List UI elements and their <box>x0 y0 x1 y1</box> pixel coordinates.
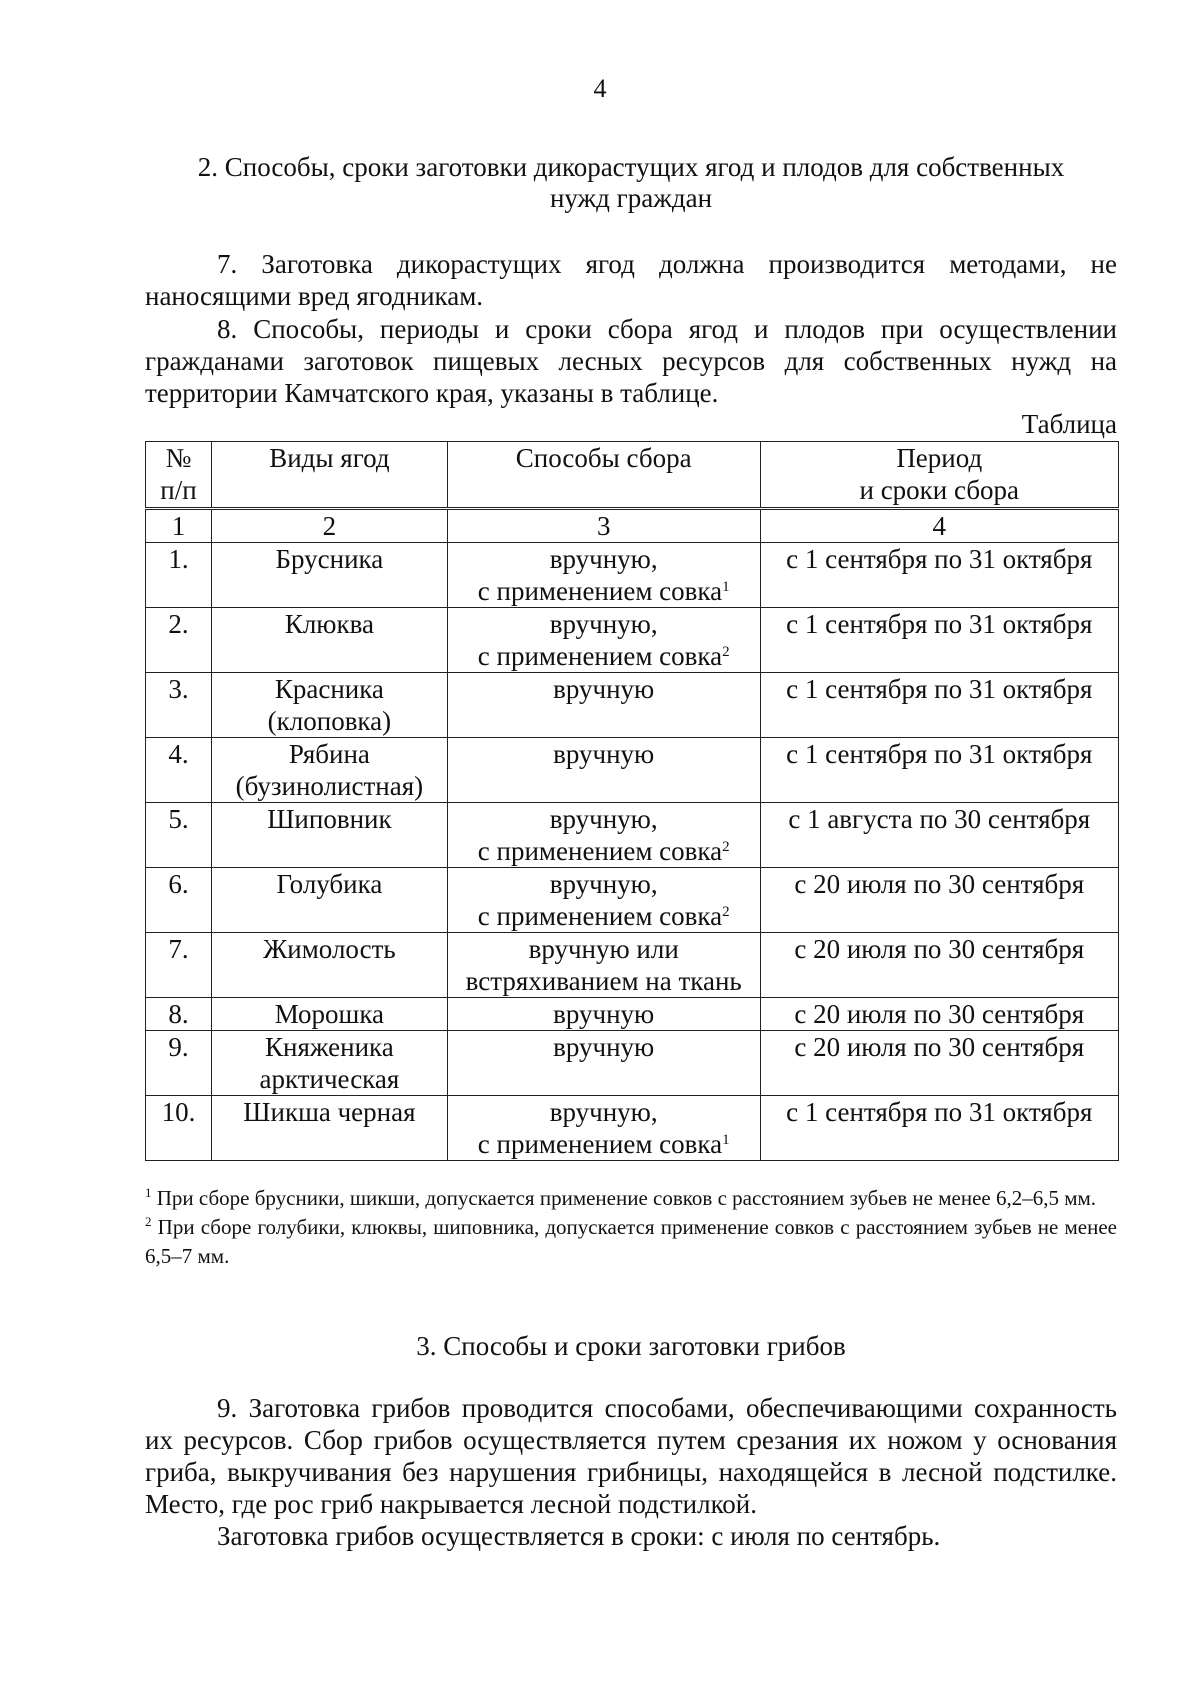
collection-period: с 1 сентября по 31 октября <box>760 608 1118 673</box>
paragraph-9 <box>145 1392 1117 1520</box>
table-header <box>146 442 1119 509</box>
table-row <box>146 1031 1119 1096</box>
collection-period: с 1 августа по 30 сентября <box>760 803 1118 868</box>
table-row <box>146 868 1119 933</box>
section-2-title-line-2: нужд граждан <box>549 183 713 213</box>
footnote-1-mark: 1 <box>145 1185 152 1200</box>
paragraph-9b <box>145 1520 1117 1552</box>
berry-name: Шиповник <box>211 803 447 868</box>
berry-name: Морошка <box>211 998 447 1031</box>
footnote-2-mark: 2 <box>145 1214 152 1229</box>
paragraph-8 <box>145 313 1117 409</box>
header-method: Способы сбора <box>447 442 760 509</box>
collection-method: вручную <box>447 998 760 1031</box>
berry-name: Голубика <box>211 868 447 933</box>
table-row <box>146 1096 1119 1161</box>
collection-method: вручную, с применением совка$^2$ <box>447 868 760 933</box>
row-number: 3. <box>146 673 212 738</box>
collection-period: с 20 июля по 30 сентября <box>760 998 1118 1031</box>
column-numbers-row <box>146 509 1119 543</box>
table-row <box>146 608 1119 673</box>
table-body <box>146 509 1119 1161</box>
table-label: Таблица <box>1021 409 1117 439</box>
table-row <box>146 933 1119 998</box>
footnote-ref: 2 <box>722 839 730 855</box>
row-number: 8. <box>146 998 212 1031</box>
column-number: 2 <box>211 509 447 543</box>
header-berry-type: Виды ягод <box>211 442 447 509</box>
footnote-2 <box>145 1213 1117 1271</box>
paragraph-7-text: 7. Заготовка дикорастущих ягод должна производится методами, не наносящими вред ягодникам. <box>145 249 1117 311</box>
collection-period: с 20 июля по 30 сентября <box>760 933 1118 998</box>
collection-method: вручную <box>447 1031 760 1096</box>
berry-name: Клюква <box>211 608 447 673</box>
column-number: 4 <box>760 509 1118 543</box>
table-row <box>146 803 1119 868</box>
footnote-ref: 1 <box>722 1132 730 1148</box>
collection-period: с 20 июля по 30 сентября <box>760 1031 1118 1096</box>
collection-method: вручную, с применением совка$^1$ <box>447 543 760 608</box>
row-number: 5. <box>146 803 212 868</box>
row-number: 6. <box>146 868 212 933</box>
berry-name: Брусника <box>211 543 447 608</box>
collection-method: вручную <box>447 673 760 738</box>
berry-name: Жимолость <box>211 933 447 998</box>
column-number: 3 <box>447 509 760 543</box>
row-number: 10. <box>146 1096 212 1161</box>
footnotes <box>145 1184 1117 1271</box>
section-3-title: 3. Способы и сроки заготовки грибов <box>416 1331 846 1361</box>
footnote-1-text: При сборе брусники, шикши, допускается применение совков с расстоянием зубьев не менее 6,2–6,5 мм. <box>151 1186 1097 1210</box>
table-header-row <box>146 442 1119 509</box>
row-number: 1. <box>146 543 212 608</box>
berry-name: Красника (клоповка) <box>211 673 447 738</box>
collection-period: с 1 сентября по 31 октября <box>760 738 1118 803</box>
paragraph-8-text: 8. Способы, периоды и сроки сбора ягод и плодов при осуществлении гражданами заготовок пищевых лесных ресурсов для собственных нужд на территории Камчатского края, указаны в таблице. <box>145 314 1117 408</box>
berry-name: Рябина (бузинолистная) <box>211 738 447 803</box>
paragraph-7 <box>145 248 1117 312</box>
paragraph-9-text: 9. Заготовка грибов проводится способами, обеспечивающими сохранность их ресурсов. Сбор грибов осуществляется путем срезания их ножом у основания гриба, выкручивания без нарушения грибницы, находящейся в лесной подстилке. Место, где рос гриб накрывается лесной подстилкой. <box>145 1393 1117 1519</box>
header-period: Период и сроки сбора <box>760 442 1118 509</box>
section-2-title <box>145 152 1117 214</box>
berry-name: Княженика арктическая <box>211 1031 447 1096</box>
column-number: 1 <box>146 509 212 543</box>
row-number: 9. <box>146 1031 212 1096</box>
collection-method: вручную, с применением совка$^2$ <box>447 608 760 673</box>
collection-period: с 1 сентября по 31 октября <box>760 543 1118 608</box>
table-row <box>146 673 1119 738</box>
collection-period: с 1 сентября по 31 октября <box>760 1096 1118 1161</box>
footnote-ref: 2 <box>722 644 730 660</box>
collection-method: вручную, с применением совка$^2$ <box>447 803 760 868</box>
header-number: № п/п <box>146 442 212 509</box>
page-number: 4 <box>593 74 607 103</box>
footnote-1 <box>145 1184 1117 1213</box>
footnote-2-text: При сборе голубики, клюквы, шиповника, допускается применение совков с расстоянием зубьев не менее 6,5–7 мм. <box>145 1215 1117 1268</box>
section-2-title-line-1: 2. Способы, сроки заготовки дикорастущих ягод и плодов для собственных <box>197 152 1065 182</box>
collection-method: вручную <box>447 738 760 803</box>
berries-table <box>145 441 1119 1161</box>
collection-method: вручную или встряхиванием на ткань <box>447 933 760 998</box>
table-row <box>146 738 1119 803</box>
collection-period: с 20 июля по 30 сентября <box>760 868 1118 933</box>
collection-period: с 1 сентября по 31 октября <box>760 673 1118 738</box>
berry-name: Шикша черная <box>211 1096 447 1161</box>
table-row <box>146 998 1119 1031</box>
paragraph-9b-text: Заготовка грибов осуществляется в сроки: с июля по сентябрь. <box>217 1521 941 1551</box>
table-row <box>146 543 1119 608</box>
footnote-ref: 2 <box>722 904 730 920</box>
row-number: 2. <box>146 608 212 673</box>
row-number: 4. <box>146 738 212 803</box>
footnote-ref: 1 <box>722 579 730 595</box>
row-number: 7. <box>146 933 212 998</box>
collection-method: вручную, с применением совка$^1$ <box>447 1096 760 1161</box>
